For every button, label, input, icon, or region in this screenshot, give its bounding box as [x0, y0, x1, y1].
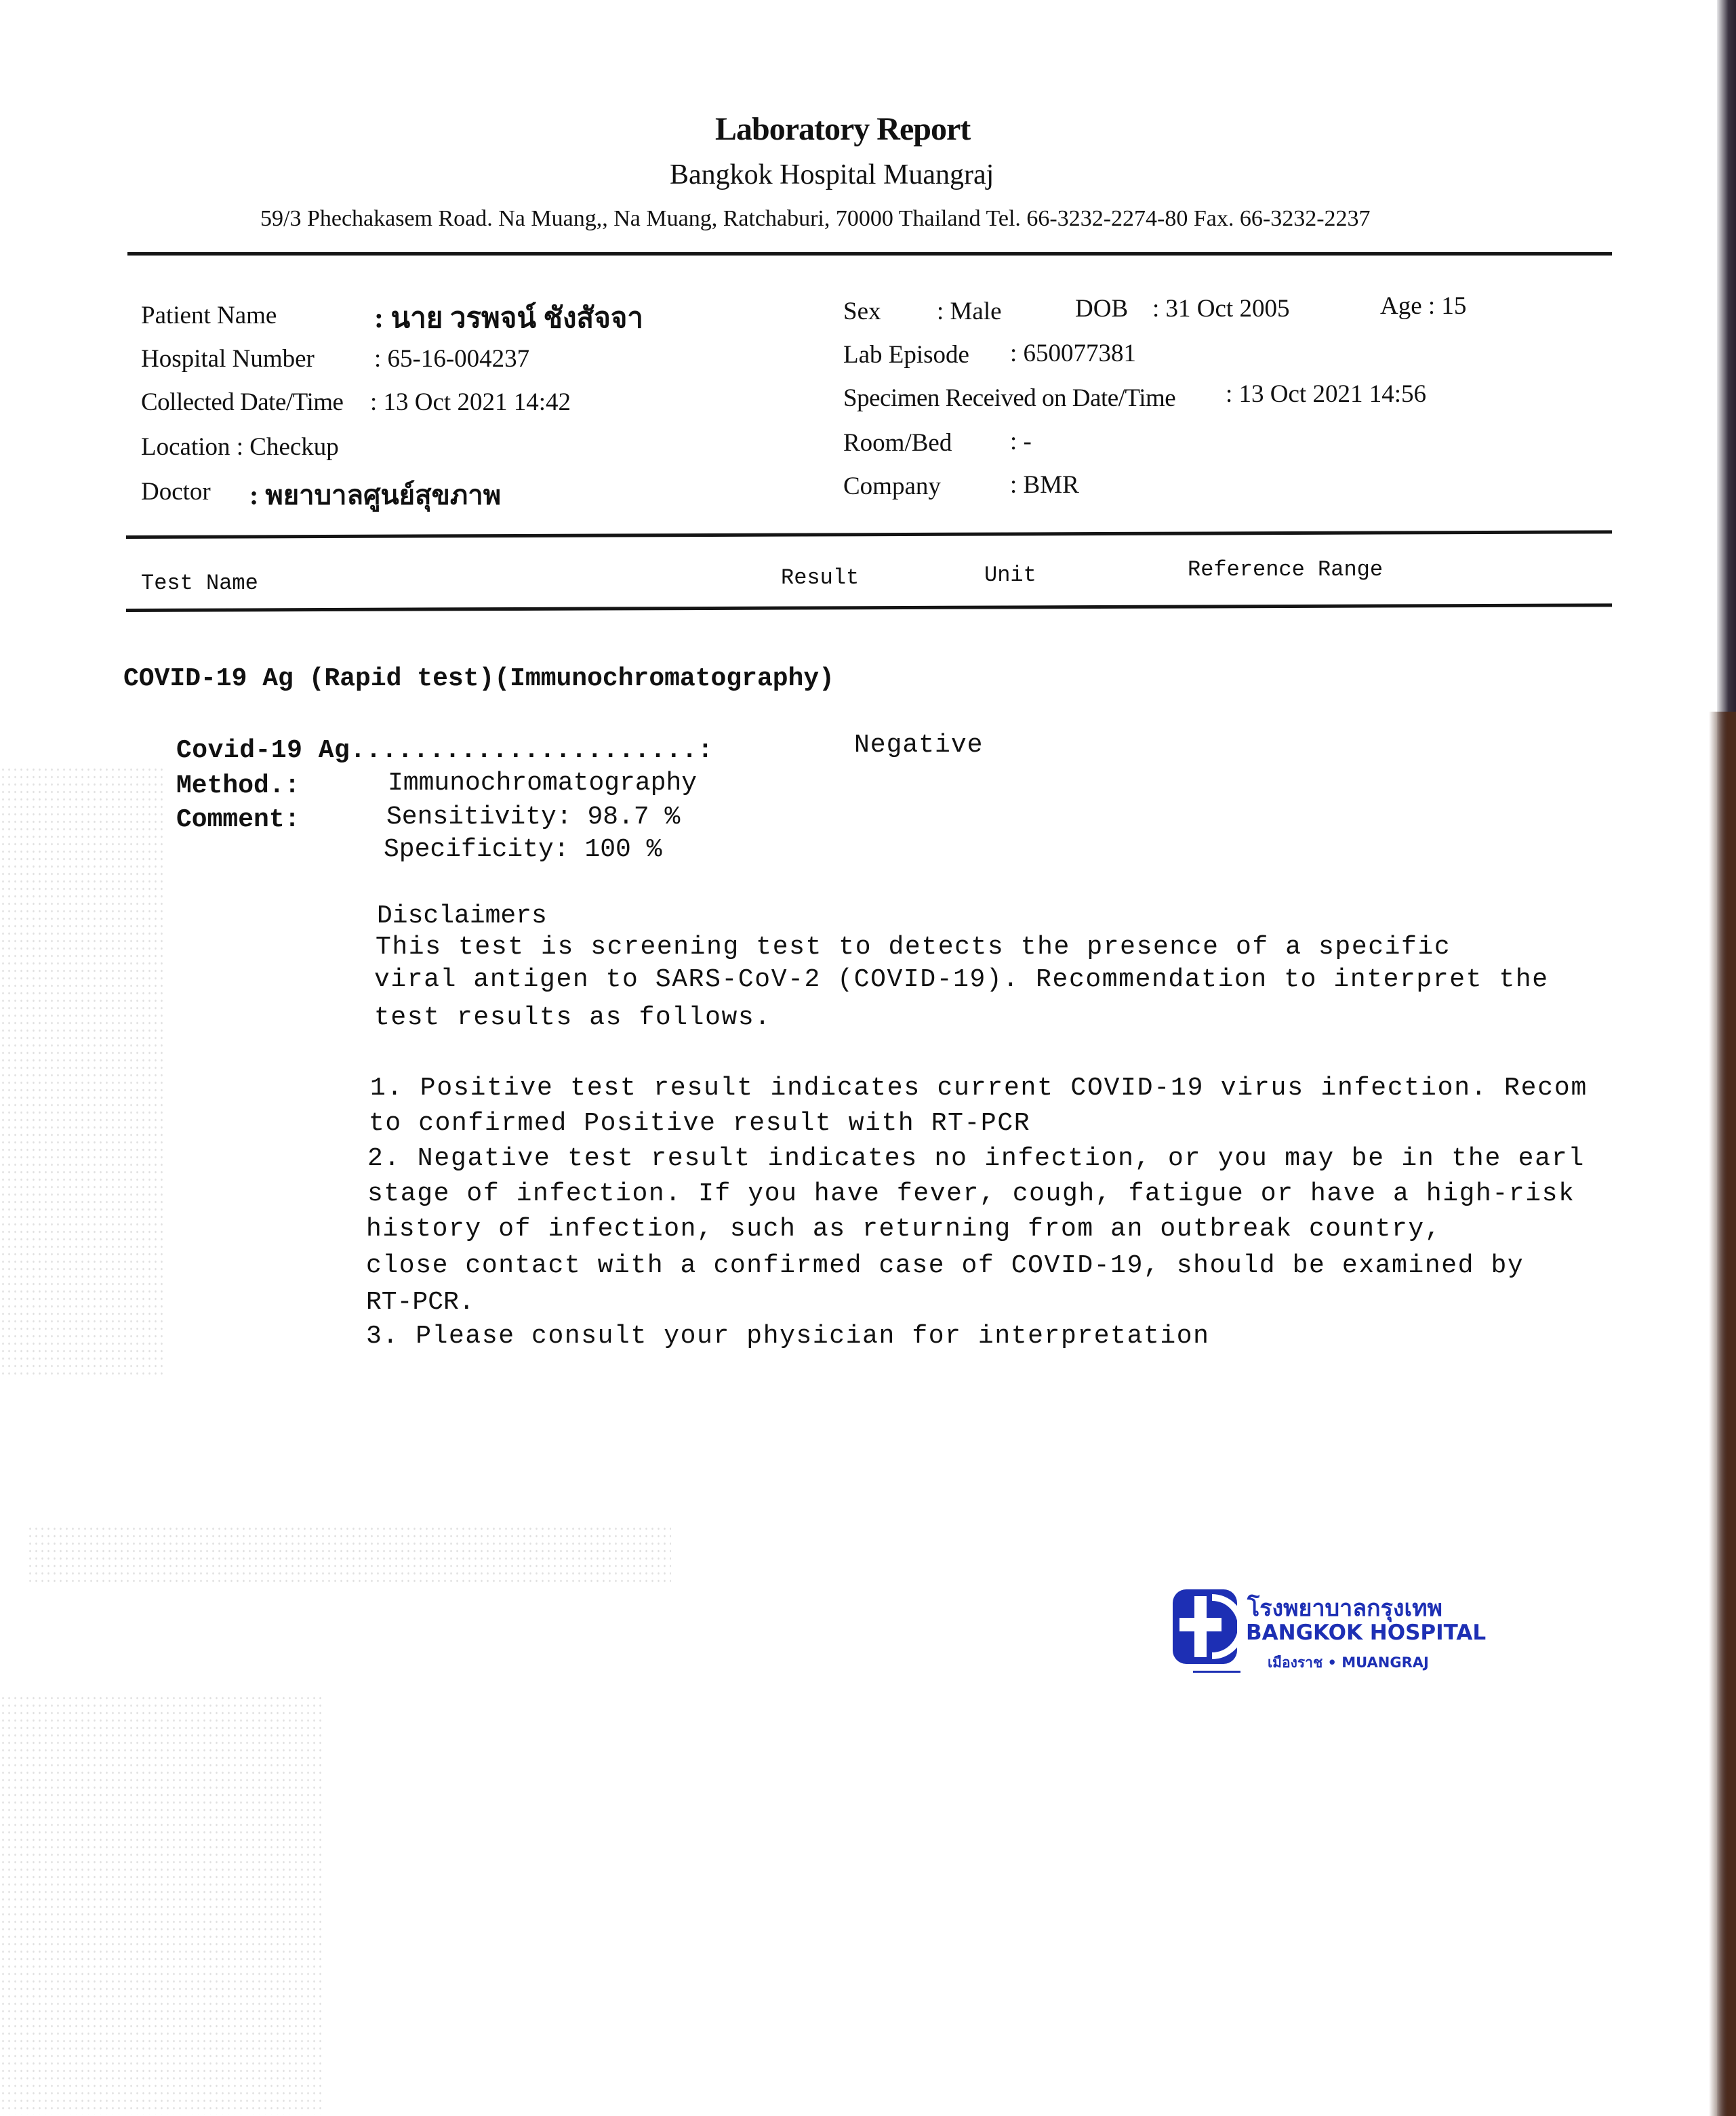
- col-reference-range: Reference Range: [1188, 557, 1384, 582]
- location-field: Location : Checkup: [141, 433, 339, 461]
- method-value: Immunochromatography: [388, 769, 698, 798]
- disclaimer-point-1-cont: to confirmed Positive result with RT-PCR: [369, 1109, 1031, 1138]
- disclaimer-point-2-cont-2: history of infection, such as returning from an outbreak country,: [366, 1215, 1442, 1244]
- scan-speckle-bottom: [0, 1694, 325, 2115]
- disclaimer-point-2-cont-1: stage of infection. If you have fever, cough, fatigue or have a high-risk: [367, 1179, 1575, 1208]
- sensitivity: Sensitivity: 98.7 %: [386, 802, 681, 832]
- col-unit: Unit: [984, 563, 1036, 588]
- disclaimer-point-2: 2. Negative test result indicates no infection, or you may be in the earl: [367, 1144, 1586, 1173]
- hospital-cross-logo-icon: [1173, 1589, 1237, 1664]
- stamp-thai-name: โรงพยาบาลกรุงเทพ: [1247, 1595, 1442, 1622]
- patient-name-value: : นาย วรพจน์ ชังสัจจา: [374, 303, 643, 334]
- col-result: Result: [781, 565, 860, 590]
- hospital-number-label: Hospital Number: [141, 345, 315, 373]
- lab-episode-value: : 650077381: [1010, 340, 1137, 367]
- dob-value: : 31 Oct 2005: [1152, 295, 1290, 323]
- disclaimer-point-2-cont-3: close contact with a confirmed case of COVID-19, should be examined by: [366, 1251, 1525, 1280]
- covid-ag-label: Covid-19 Ag......................:: [176, 736, 714, 765]
- lab-episode-label: Lab Episode: [843, 341, 969, 369]
- patient-name-label: Patient Name: [141, 302, 277, 329]
- hospital-number-value: : 65-16-004237: [374, 345, 530, 373]
- sex-value: : Male: [937, 298, 1002, 325]
- collected-value: : 13 Oct 2021 14:42: [370, 388, 571, 416]
- disclaimer-point-1: 1. Positive test result indicates current COVID-19 virus infection. Recom: [370, 1074, 1588, 1103]
- specimen-received-value: : 13 Oct 2021 14:56: [1226, 380, 1426, 408]
- hospital-address: 59/3 Phechakasem Road. Na Muang,, Na Muang, Ratchaburi, 70000 Thailand Tel. 66-3232-2274-80 Fax. 66-3232-2237: [260, 206, 1371, 231]
- room-bed-value: : -: [1010, 428, 1032, 455]
- dob-label: DOB: [1075, 295, 1129, 323]
- header-rule: [127, 252, 1612, 256]
- disclaimers-heading: Disclaimers: [377, 901, 547, 931]
- column-header-rule: [126, 603, 1612, 612]
- method-label: Method.:: [176, 771, 300, 800]
- comment-label: Comment:: [176, 805, 300, 834]
- stamp-branch: เมืองราช • MUANGRAJ: [1268, 1654, 1429, 1671]
- hospital-name: Bangkok Hospital Muangraj: [670, 159, 994, 190]
- collected-label: Collected Date/Time: [141, 388, 344, 416]
- report-title: Laboratory Report: [715, 111, 971, 147]
- disclaimer-line-1: This test is screening test to detects the presence of a specific: [376, 933, 1451, 962]
- hospital-stamp: [1173, 1589, 1491, 1677]
- disclaimer-point-3: 3. Please consult your physician for interpretation: [366, 1322, 1210, 1351]
- sex-label: Sex: [843, 298, 881, 325]
- doctor-label: Doctor: [141, 478, 211, 506]
- scan-speckle-left: [0, 766, 163, 1376]
- company-value: : BMR: [1010, 471, 1079, 499]
- disclaimer-line-3: test results as follows.: [374, 1003, 771, 1032]
- specimen-received-label: Specimen Received on Date/Time: [843, 384, 1176, 412]
- scan-speckle-band: [27, 1525, 671, 1586]
- col-test-name: Test Name: [141, 571, 258, 596]
- covid-ag-result: Negative: [854, 731, 984, 760]
- age-field: Age : 15: [1380, 292, 1467, 320]
- disclaimer-line-2: viral antigen to SARS-CoV-2 (COVID-19). Recommendation to interpret the: [374, 965, 1549, 994]
- table-surface-edge: [1709, 712, 1736, 2116]
- patient-info-rule: [126, 530, 1612, 539]
- test-section-title: COVID-19 Ag (Rapid test)(Immunochromatography): [123, 664, 834, 693]
- stamp-dash: [1193, 1671, 1240, 1673]
- specificity: Specificity: 100 %: [384, 835, 662, 864]
- company-label: Company: [843, 472, 941, 500]
- doctor-value: : พยาบาลศูนย์สุขภาพ: [249, 480, 502, 510]
- room-bed-label: Room/Bed: [843, 429, 952, 457]
- stamp-english-name: BANGKOK HOSPITAL: [1246, 1621, 1487, 1645]
- disclaimer-point-2-cont-4: RT-PCR.: [366, 1288, 475, 1317]
